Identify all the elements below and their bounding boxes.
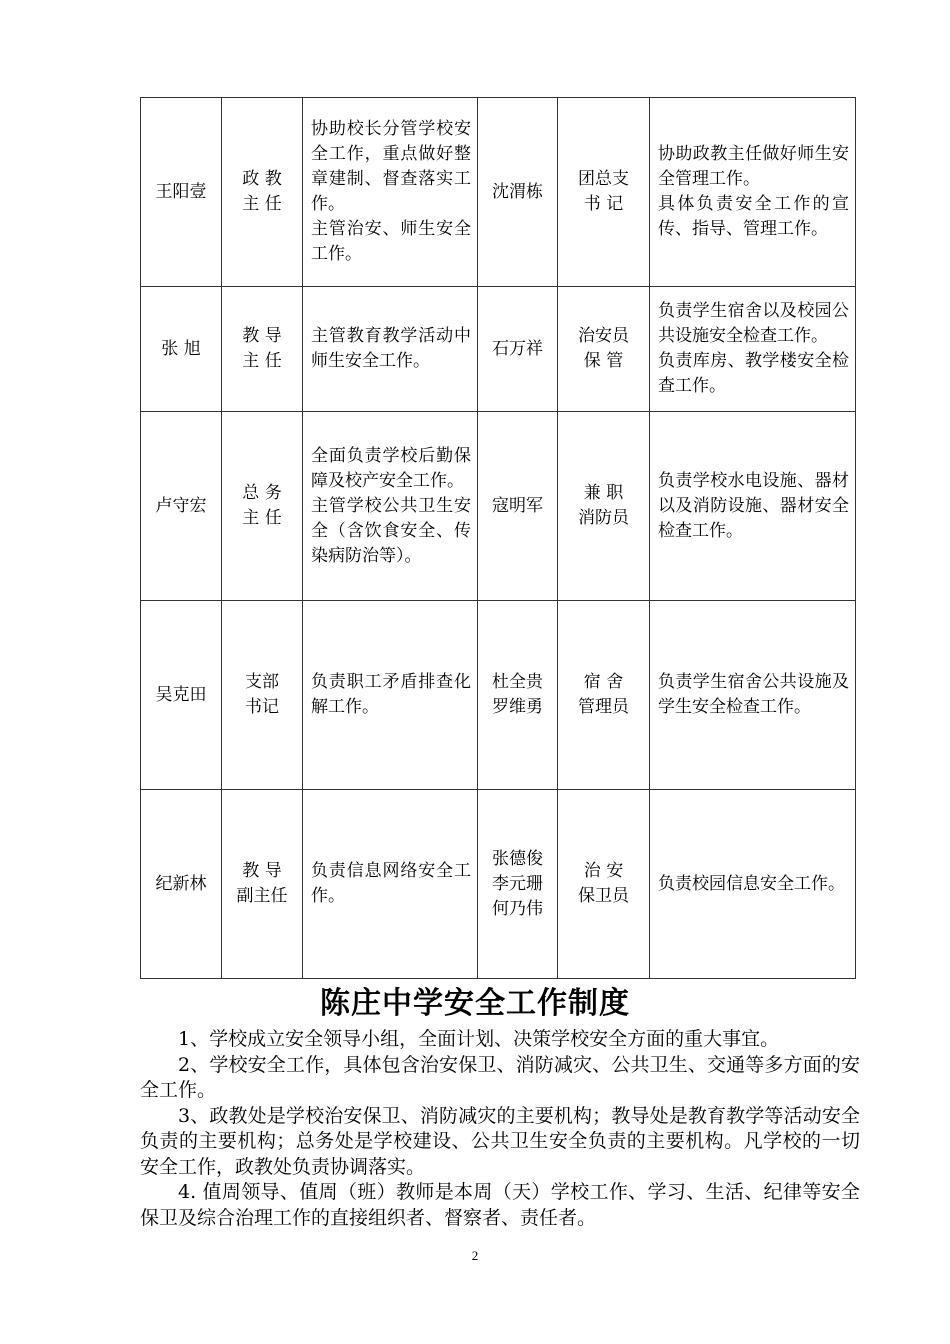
staff-role-line: 兼 职 [583,483,624,503]
paragraph: 4. 值周领导、值周（班）教师是本周（天）学校工作、学习、生活、纪律等安全保卫及综合治理工作的直接组织者、督察者、责任者。 [140,1181,860,1229]
leader-role-line: 副主任 [236,886,288,906]
staff-role-line: 团总支 [578,169,629,189]
staff-name [478,790,558,979]
staff-name [478,98,558,287]
staff-duty [650,412,856,601]
leader-role [222,790,303,979]
staff-role-line: 书 记 [583,194,624,214]
staff-name-line: 罗维勇 [492,697,543,717]
leader-duty-line: 主管教育教学活动中师生安全工作。 [311,326,471,371]
paragraph: 1、学校成立安全领导小组，全面计划、决策学校安全方面的重大事宜。 [178,1028,780,1050]
staff-duty [650,287,856,412]
staff-role-line: 管理员 [578,697,629,717]
leader-duty-line: 负责信息网络安全工作。 [311,861,471,906]
staff-name-line: 张德俊 [492,848,543,869]
leader-duty [303,790,478,979]
staff-duty-line: 协助政教主任做好师生安全管理工作。 [658,144,849,189]
staff-name [478,412,558,601]
document-title: 陈庄中学安全工作制度 [320,986,630,1021]
leader-role-line: 主 任 [242,194,282,214]
staff-role [558,412,650,601]
leader-duty-line: 主管治安、师生安全工作。 [311,219,471,264]
responsibility-table [140,97,856,979]
leader-name: 纪新林 [141,790,222,979]
table-row [141,412,856,601]
leader-role-line: 支部 [245,672,279,692]
staff-name [478,287,558,412]
staff-duty [650,790,856,979]
table-row [141,287,856,412]
document-body [140,1027,860,1231]
staff-duty-line: 负责学生宿舍以及校园公共设施安全检查工作。 [658,301,849,346]
staff-role-line: 保卫员 [578,886,629,906]
leader-role-line: 教 导 [242,326,282,346]
leader-role-line: 政 教 [242,169,282,189]
leader-duty-line: 负责职工矛盾排查化解工作。 [311,672,471,717]
staff-name-line: 石万祥 [492,338,543,359]
staff-role-line: 治安员 [578,326,629,346]
staff-role [558,790,650,979]
leader-duty [303,98,478,287]
table-row [141,601,856,790]
staff-duty [650,601,856,790]
staff-name-line: 杜全贵 [492,672,543,692]
staff-name-line: 李元珊 [492,873,543,894]
staff-duty-line: 负责校园信息安全工作。 [658,873,845,894]
responsibility-table-body [141,98,856,979]
leader-role-line: 教 导 [242,861,282,881]
leader-duty-line: 全面负责学校后勤保障及校产安全工作。 [311,445,471,491]
staff-role-line: 保 管 [583,351,624,371]
leader-role [222,601,303,790]
staff-duty-line: 负责学校水电设施、器材以及消防设施、器材安全检查工作。 [658,470,849,541]
leader-duty [303,601,478,790]
leader-name: 卢守宏 [141,412,222,601]
staff-role [558,601,650,790]
leader-duty [303,287,478,412]
table-row [141,790,856,979]
leader-duty-line: 主管学校公共卫生安全（含饮食安全、传染病防治等）。 [311,495,471,566]
leader-role [222,287,303,412]
staff-role-line: 消防员 [578,508,629,528]
leader-duty-line: 协助校长分管学校安全工作，重点做好整章建制、督查落实工作。 [311,119,471,214]
staff-name-line: 沈渭栋 [492,181,543,202]
leader-role-line: 主 任 [242,351,282,371]
leader-role-line: 书记 [245,697,279,717]
leader-duty [303,412,478,601]
staff-name-line: 寇明军 [492,495,543,516]
leader-role [222,412,303,601]
paragraph: 3、政教处是学校治安保卫、消防减灾的主要机构；教导处是教育教学等活动安全负责的主要机构；总务处是学校建设、公共卫生安全负责的主要机构。凡学校的一切安全工作，政教处负责协调落实。 [140,1104,860,1178]
leader-role-line: 总 务 [242,483,282,503]
leader-role-line: 主 任 [242,508,282,528]
page-number: 2 [471,1248,479,1263]
staff-duty-line: 具体负责安全工作的宣传、指导、管理工作。 [658,194,849,239]
leader-name: 吴克田 [141,601,222,790]
staff-duty [650,98,856,287]
leader-role [222,98,303,287]
staff-duty-line: 负责学生宿舍公共设施及学生安全检查工作。 [658,672,849,717]
staff-role-line: 治 安 [583,861,624,881]
paragraph: 2、学校安全工作，具体包含治安保卫、消防减灾、公共卫生、交通等多方面的安全工作。 [140,1053,860,1101]
staff-role [558,98,650,287]
staff-duty-line: 负责库房、教学楼安全检查工作。 [658,351,849,396]
leader-name: 王阳壹 [141,98,222,287]
staff-role-line: 宿 舍 [583,672,624,692]
staff-name [478,601,558,790]
table-row [141,98,856,287]
leader-name: 张 旭 [141,287,222,412]
staff-role [558,287,650,412]
staff-name-line: 何乃伟 [492,898,543,919]
